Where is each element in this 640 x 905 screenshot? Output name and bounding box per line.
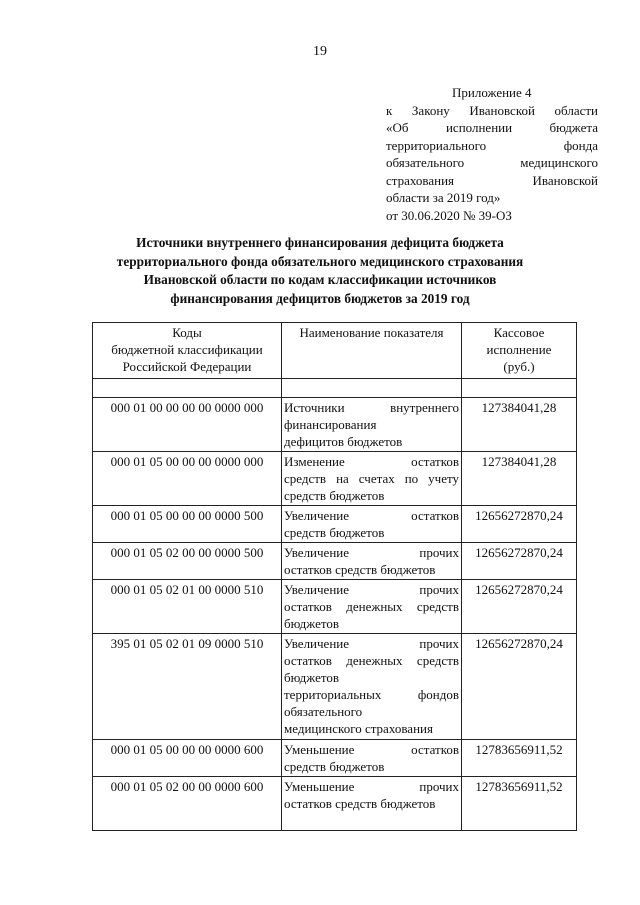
row-name-line: бюджетов: [284, 670, 340, 685]
header-line: Кассовое: [493, 325, 545, 340]
row-name-line: остатков средств бюджетов: [284, 796, 436, 811]
header-line: исполнение: [486, 342, 552, 357]
table-row: [93, 634, 577, 740]
row-name-line: Увеличение остатков: [284, 508, 459, 523]
header-codes: [93, 323, 282, 379]
appendix-line: к Закону Ивановской области: [386, 102, 598, 118]
row-amount: 127384041,28: [462, 398, 577, 452]
appendix-line: Приложение 4: [452, 85, 532, 100]
column-number: [462, 379, 577, 398]
row-code: 000 01 05 02 01 00 0000 510: [93, 580, 282, 634]
row-name: [282, 777, 462, 831]
row-name-line: Уменьшение остатков: [284, 742, 459, 757]
table-row: [93, 740, 577, 777]
row-code: 000 01 05 00 00 00 0000 000: [93, 452, 282, 506]
title-line: финансирования дефицитов бюджетов за 2019 год: [170, 290, 470, 306]
title-line: Ивановской области по кодам классификации источников: [143, 272, 497, 287]
page-number: 19: [313, 44, 327, 59]
table-row: [93, 580, 577, 634]
appendix-line: области за 2019 год»: [386, 190, 501, 205]
row-name: [282, 398, 462, 452]
row-name-line: средств на счетах по учету: [284, 471, 459, 486]
row-name-line: Увеличение прочих: [284, 545, 459, 560]
row-name-line: дефицитов бюджетов: [284, 434, 403, 449]
row-name-line: средств бюджетов: [284, 488, 385, 503]
row-name-line: Увеличение прочих: [284, 582, 459, 597]
row-amount: 127384041,28: [462, 452, 577, 506]
row-name-line: остатков денежных средств: [284, 599, 459, 614]
row-name-line: средств бюджетов: [284, 759, 385, 774]
table-row: [93, 543, 577, 580]
header-line: бюджетной классификации: [111, 342, 263, 357]
row-amount: 12656272870,24: [462, 580, 577, 634]
row-amount: 12656272870,24: [462, 506, 577, 543]
row-name-line: финансирования: [284, 417, 377, 432]
row-amount: 12656272870,24: [462, 634, 577, 740]
row-name-line: средств бюджетов: [284, 525, 385, 540]
header-line: Российской Федерации: [122, 359, 252, 374]
row-name-line: Изменение остатков: [284, 454, 459, 469]
row-code: 000 01 05 02 00 00 0000 500: [93, 543, 282, 580]
row-name-line: бюджетов: [284, 616, 340, 631]
row-name: [282, 452, 462, 506]
table-row: [93, 452, 577, 506]
row-name: [282, 580, 462, 634]
appendix-line: страхования Ивановской: [386, 172, 598, 188]
column-number: [93, 379, 282, 398]
appendix-line: от 30.06.2020 № 39-ОЗ: [386, 207, 512, 223]
table-row: [93, 506, 577, 543]
row-name-line: обязательного: [284, 704, 363, 719]
row-code: 000 01 00 00 00 00 0000 000: [93, 398, 282, 452]
appendix-line: территориального фонда: [386, 137, 598, 153]
column-number-row: [93, 379, 577, 398]
row-name-line: Источники внутреннего: [284, 400, 459, 415]
column-number: [282, 379, 462, 398]
row-name: [282, 740, 462, 777]
row-code: 000 01 05 00 00 00 0000 500: [93, 506, 282, 543]
header-line: (руб.): [503, 359, 535, 374]
row-amount: 12656272870,24: [462, 543, 577, 580]
row-amount: 12783656911,52: [462, 777, 577, 831]
appendix-block: [386, 84, 598, 224]
document-title: [60, 234, 580, 308]
row-name-line: медицинского страхования: [284, 721, 433, 736]
title-line: Источники внутреннего финансирования дефицита бюджета: [136, 235, 504, 250]
row-code: 000 01 05 00 00 00 0000 600: [93, 740, 282, 777]
header-name: [282, 323, 462, 379]
row-name: [282, 543, 462, 580]
row-name-line: территориальных фондов: [284, 687, 459, 702]
table-row: [93, 777, 577, 831]
header-line: Наименование показателя: [299, 325, 444, 340]
row-name-line: остатков средств бюджетов: [284, 562, 436, 577]
header-amount: [462, 323, 577, 379]
table-row: [93, 398, 577, 452]
title-line: территориального фонда обязательного медицинского страхования: [116, 253, 524, 269]
row-name-line: остатков денежных средств: [284, 653, 459, 668]
row-code: 395 01 05 02 01 09 0000 510: [93, 634, 282, 740]
header-line: Коды: [172, 325, 202, 340]
appendix-line: обязательного медицинского: [386, 155, 598, 170]
appendix-line: «Об исполнении бюджета: [386, 120, 598, 135]
row-amount: 12783656911,52: [462, 740, 577, 777]
row-name: [282, 634, 462, 740]
sources-table: [92, 322, 577, 831]
row-name: [282, 506, 462, 543]
row-name-line: Увеличение прочих: [284, 636, 459, 651]
table-header-row: [93, 323, 577, 379]
row-name-line: Уменьшение прочих: [284, 779, 459, 794]
row-code: 000 01 05 02 00 00 0000 600: [93, 777, 282, 831]
